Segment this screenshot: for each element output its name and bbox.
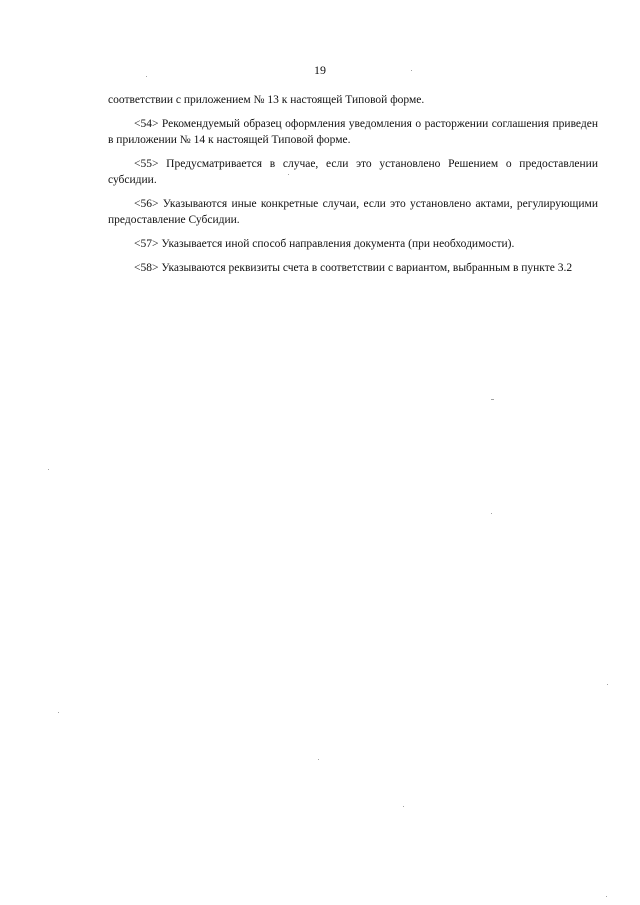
scan-speck <box>58 712 59 713</box>
scan-speck <box>403 806 404 807</box>
scan-speck <box>491 399 494 400</box>
scan-speck <box>606 896 607 897</box>
footnote-58: <58> Указываются реквизиты счета в соответствии с вариантом, выбранным в пункте 3.2 <box>134 262 573 274</box>
footnote-56: <56> Указываются иные конкретные случаи, если это установлено актами, регулирующими предоставление Субсидии. <box>108 198 598 226</box>
footnote-57: <57> Указывается иной способ направления документа (при необходимости). <box>134 238 515 250</box>
continuation-paragraph: соответствии с приложением № 13 к настоящей Типовой форме. <box>108 94 425 106</box>
scan-speck <box>146 76 147 77</box>
page-number: 19 <box>314 63 326 77</box>
scan-speck <box>48 469 49 470</box>
footnote-54: <54> Рекомендуемый образец оформления уведомления о расторжении соглашения приведен в приложении № 14 к настоящей Типовой форме. <box>108 118 598 146</box>
scan-speck <box>288 174 289 175</box>
scan-speck <box>411 70 412 71</box>
scan-speck <box>491 513 492 514</box>
footnote-55: <55> Предусматривается в случае, если это установлено Решением о предоставлении субсидии. <box>108 158 598 186</box>
footnotes-section <box>108 92 598 284</box>
scan-speck <box>318 759 319 760</box>
scan-speck <box>607 684 608 685</box>
